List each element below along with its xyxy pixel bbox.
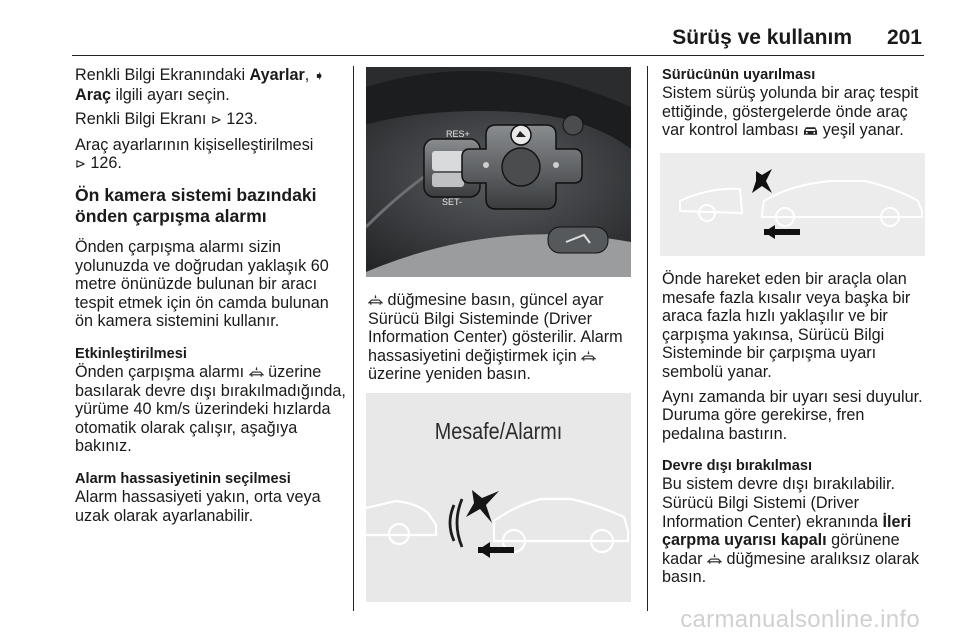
collision-alert-icon — [368, 294, 383, 306]
warning-sound-paragraph: Aynı zamanda bir uyarı sesi duyulur. Duruma göre gerekirse, fren pedalına bastırın. — [662, 387, 923, 443]
column-2-text — [368, 291, 638, 390]
subheading-sensitivity: Alarm hassasiyetinin seçilmesi — [75, 470, 291, 487]
driver-warning-paragraph: Sistem sürüş yolunda bir araç tespit ettiğinde, göstergelerde önde araç var kontrol lambası yeşil yanar. — [662, 84, 919, 140]
collision-alert-icon — [707, 553, 722, 565]
paragraph-settings: Renkli Bilgi Ekranındaki Ayarlar, ➧ Araç ilgili ayarı seçin. — [75, 66, 325, 104]
deactivation-paragraph: Bu sistem devre dışı bırakılabilir. Sürücü Bilgi Sistemi (Driver Information Center) ekranında İleri çarpma uyarısı kapalı görünene kadar düğmesine aralıksız olarak basın. — [662, 475, 920, 587]
collision-alert-icon — [249, 366, 264, 378]
sensitivity-instruction-paragraph: düğmesine basın, güncel ayar Sürücü Bilgi Sisteminde (Driver Information Center) gösterilir. Alarm hassasiyetini değiştirmek için üzerine yeniden basın. — [368, 291, 623, 384]
subheading-deactivation: Devre dışı bırakılması — [662, 458, 813, 475]
section-title: Sürüş ve kullanım — [672, 26, 852, 49]
page-header — [0, 0, 960, 56]
paragraph-personalization-ref: Araç ayarlarının kişiselleştirilmesi ⊳ 126. — [75, 135, 314, 173]
collision-warning-figure — [660, 153, 925, 256]
header-divider — [72, 55, 924, 56]
menu-arrow-icon: ➧ — [313, 68, 325, 83]
paragraph-color-info-ref: Renkli Bilgi Ekranı ⊳ 123. — [75, 110, 258, 129]
display-title: Mesafe/Alarmı — [434, 418, 563, 444]
column-divider-2 — [647, 66, 648, 611]
vehicle-ahead-icon — [803, 124, 818, 136]
collision-warning-illustration — [660, 153, 925, 256]
collision-warning-paragraph: Önde hareket eden bir araçla olan mesafe fazla kısalır veya başka bir araca fazla hızlı yaklaşılır ve bir çarpışma yakınsa, Sürücü Bilgi Sisteminde bir çarpışma uyarı sembolü yanar. — [662, 270, 911, 381]
column-3 — [662, 66, 930, 146]
column-3-lower — [662, 270, 930, 593]
steering-wheel-controls-figure — [366, 67, 631, 277]
subheading-driver-warning: Sürücünün uyarılması — [662, 67, 816, 83]
distance-alert-illustration — [366, 393, 631, 602]
steering-wheel-illustration — [366, 67, 631, 277]
section-heading: Ön kamera sistemi bazındaki önden çarpışma alarmı — [75, 184, 317, 226]
collision-alert-icon — [581, 350, 596, 362]
subheading-activation: Etkinleştirilmesi — [75, 345, 187, 362]
column-divider-1 — [353, 66, 354, 611]
intro-paragraph: Önden çarpışma alarmı sizin yolunuzda ve doğrudan yaklaşık 60 metre önünüzde bulunan bir aracı tespit etmek için ön camda bulunan ön kamera sistemini kullanır. — [75, 237, 329, 331]
watermark: carmanualsonline.info — [680, 606, 920, 633]
set-label: SET- — [442, 197, 463, 207]
page-number: 201 — [886, 26, 922, 49]
dic-display-figure — [366, 393, 631, 602]
activation-paragraph: Önden çarpışma alarmı üzerine basılarak devre dışı bırakılmadığında, yürüme 40 km/s üzerindeki hızlarda otomatik olarak çalışır, aşağıya bakınız. — [75, 362, 346, 456]
sensitivity-paragraph: Alarm hassasiyeti yakın, orta veya uzak olarak ayarlanabilir. — [75, 487, 321, 525]
column-1 — [75, 66, 347, 531]
reference-arrow-icon: ⊳ — [210, 112, 222, 128]
reference-arrow-icon: ⊳ — [75, 156, 86, 172]
res-label: RES+ — [446, 129, 470, 139]
